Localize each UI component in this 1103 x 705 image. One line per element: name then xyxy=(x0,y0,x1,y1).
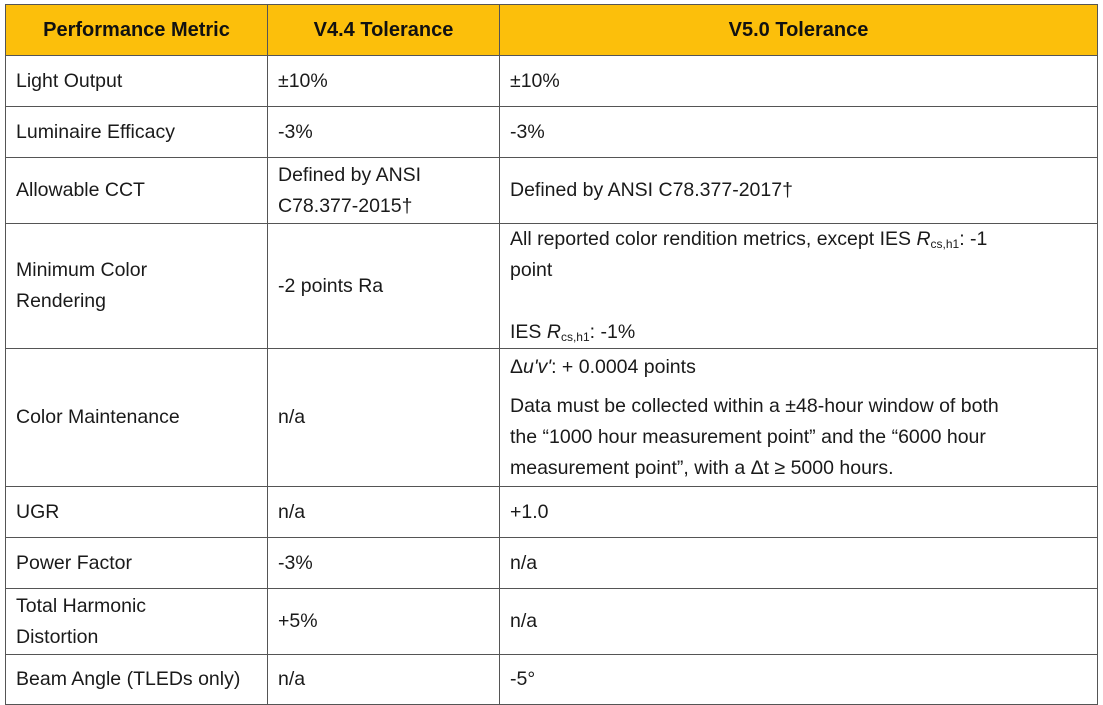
text-run: : -1% xyxy=(589,321,636,343)
v50-rendition-line3 xyxy=(510,317,1097,348)
v44-cell xyxy=(268,158,500,224)
table-row-allowable-cct xyxy=(6,158,1098,224)
metric-cell: Power Factor xyxy=(6,538,268,589)
v44-cell: n/a xyxy=(268,349,500,487)
metric-cell: Allowable CCT xyxy=(6,158,268,224)
v50-cell: n/a xyxy=(500,589,1098,655)
table-row-thd xyxy=(6,589,1098,655)
table-body xyxy=(6,56,1098,705)
delta-uv-line xyxy=(510,352,1097,383)
table-row-luminaire-efficacy xyxy=(6,107,1098,158)
delta-symbol: Δ xyxy=(510,355,524,378)
v44-cell: +5% xyxy=(268,589,500,655)
v50-cell: Defined by ANSI C78.377-2017† xyxy=(500,158,1098,224)
v50-rendition-line1 xyxy=(510,224,1097,255)
header-row xyxy=(6,5,1098,56)
metric-cell: Color Maintenance xyxy=(6,349,268,487)
header-v50-tolerance: V5.0 Tolerance xyxy=(500,5,1098,56)
v44-cell: n/a xyxy=(268,487,500,538)
tolerance-table xyxy=(5,4,1098,705)
v44-cell: ±10% xyxy=(268,56,500,107)
metric-cell xyxy=(6,224,268,349)
v50-cell xyxy=(500,349,1098,487)
header-performance-metric: Performance Metric xyxy=(6,5,268,56)
v50-cell: ±10% xyxy=(500,56,1098,107)
table-row-light-output xyxy=(6,56,1098,107)
metric-line2: Rendering xyxy=(16,290,106,312)
maintenance-para-line2: the “1000 hour measurement point” and the “6000 hour xyxy=(510,425,986,448)
metric-cell xyxy=(6,589,268,655)
metric-cell: Light Output xyxy=(6,56,268,107)
v44-cct-line2: C78.377-2015† xyxy=(278,194,413,217)
text-run: : + 0.0004 points xyxy=(551,355,696,378)
text-run: : -1 xyxy=(959,228,988,250)
table-row-power-factor xyxy=(6,538,1098,589)
metric-cell: Beam Angle (TLEDs only) xyxy=(6,655,268,705)
tolerance-table-container xyxy=(5,4,1098,705)
maintenance-para-line1: Data must be collected within a ±48-hour window of both xyxy=(510,394,999,417)
v50-cell: +1.0 xyxy=(500,487,1098,538)
table-header xyxy=(6,5,1098,56)
metric-line2: Distortion xyxy=(16,625,99,648)
v44-cell: -2 points Ra xyxy=(268,224,500,349)
maintenance-para-line3: measurement point”, with a Δt ≥ 5000 hours. xyxy=(510,456,894,479)
table-row-ugr xyxy=(6,487,1098,538)
rcs-variable: R xyxy=(916,228,931,250)
spacer xyxy=(510,286,1097,317)
metric-cell: UGR xyxy=(6,487,268,538)
header-v44-tolerance: V4.4 Tolerance xyxy=(268,5,500,56)
v44-cell: -3% xyxy=(268,538,500,589)
v50-cell: -5° xyxy=(500,655,1098,705)
metric-line1: Minimum Color xyxy=(16,259,148,281)
v50-cell: n/a xyxy=(500,538,1098,589)
v44-cell: -3% xyxy=(268,107,500,158)
rcs-subscript: cs,h1 xyxy=(930,237,960,251)
metric-line1: Total Harmonic xyxy=(16,594,147,617)
table-row-color-maintenance xyxy=(6,349,1098,487)
rcs-variable: R xyxy=(546,321,561,343)
uv-variable: u'v' xyxy=(523,355,552,378)
metric-cell: Luminaire Efficacy xyxy=(6,107,268,158)
v44-cell: n/a xyxy=(268,655,500,705)
v50-cell xyxy=(500,224,1098,349)
table-row-min-color-rendering xyxy=(6,224,1098,349)
v50-cell: -3% xyxy=(500,107,1098,158)
text-run: IES xyxy=(510,321,547,343)
rcs-subscript: cs,h1 xyxy=(560,330,590,344)
v44-cct-line1: Defined by ANSI xyxy=(278,163,422,186)
v50-rendition-line2: point xyxy=(510,259,553,281)
table-row-beam-angle xyxy=(6,655,1098,705)
text-run: All reported color rendition metrics, except IES xyxy=(510,228,917,250)
